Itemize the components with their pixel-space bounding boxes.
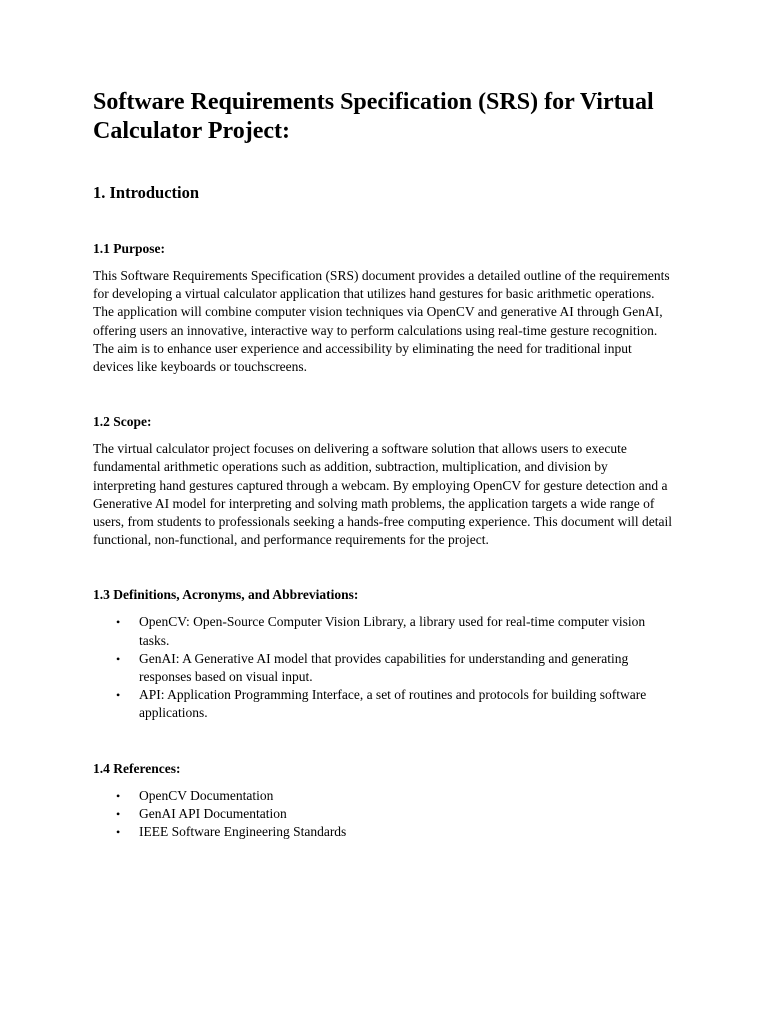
list-item xyxy=(93,613,673,649)
section-heading-definitions: 1.3 Definitions, Acronyms, and Abbreviations: xyxy=(93,587,359,603)
bullet-icon: • xyxy=(116,651,121,666)
list-item xyxy=(93,823,673,841)
bullet-icon: • xyxy=(116,806,121,821)
list-item-text: OpenCV Documentation xyxy=(139,787,274,803)
list-item-text: OpenCV: Open-Source Computer Vision Library, a library used for real-time computer vision tasks. xyxy=(139,614,646,648)
bullet-icon: • xyxy=(116,825,121,840)
bullet-icon: • xyxy=(116,788,121,803)
section-heading-introduction: 1. Introduction xyxy=(93,183,200,202)
list-item-text: GenAI API Documentation xyxy=(139,805,287,821)
references-list xyxy=(93,787,673,842)
section-heading-references: 1.4 References: xyxy=(93,760,181,776)
definitions-list xyxy=(93,613,673,722)
list-item-text: GenAI: A Generative AI model that provides capabilities for understanding and generating responses based on visual input. xyxy=(139,650,629,685)
section-heading-purpose: 1.1 Purpose: xyxy=(93,241,165,256)
list-item xyxy=(93,787,673,805)
bullet-icon: • xyxy=(116,615,121,630)
list-item xyxy=(93,686,673,722)
list-item xyxy=(93,805,673,823)
list-item-text: IEEE Software Engineering Standards xyxy=(139,824,347,840)
scope-paragraph: The virtual calculator project focuses on delivering a software solution that allows users to execute fundamental arithmetic operations such as addition, subtraction, multiplication, and division by interpreting hand gestures captured through a webcam. By employing OpenCV for gesture detection and a Generative AI model for interpreting and solving math problems, the application targets a wide range of users, from students to professionals seeking a hands-free computing experience. This document will detail functional, non-functional, and performance requirements for the project. xyxy=(93,441,672,548)
bullet-icon: • xyxy=(116,688,121,703)
purpose-paragraph: This Software Requirements Specification (SRS) document provides a detailed outline of the requirements for developing a virtual calculator application that utilizes hand gestures for basic arithmetic operations. The application will combine computer vision techniques via OpenCV and generative AI through GenAI, offering users an innovative, interactive way to perform calculations using real-time gesture recognition. The aim is to enhance user experience and accessibility by eliminating the need for traditional input devices like keyboards or touchscreens. xyxy=(93,268,670,375)
list-item-text: API: Application Programming Interface, a set of routines and protocols for building software applications. xyxy=(139,687,647,721)
list-item xyxy=(93,650,673,686)
document-page xyxy=(93,88,673,841)
section-heading-scope: 1.2 Scope: xyxy=(93,414,152,430)
document-title: Software Requirements Specification (SRS) for Virtual Calculator Project: xyxy=(93,89,654,144)
